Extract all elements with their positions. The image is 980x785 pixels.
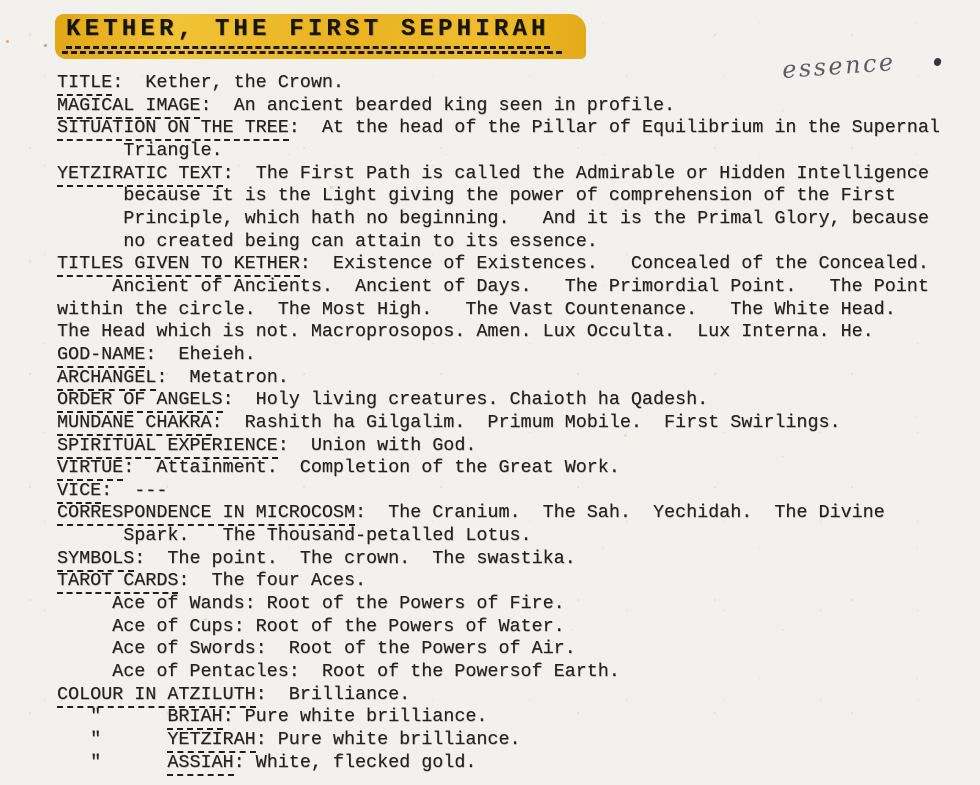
text-line — [57, 729, 980, 752]
field-label: SYMBOLS — [57, 548, 134, 572]
field-label: VICE — [57, 480, 101, 504]
text-run: : The point. The crown. The swastika. — [134, 547, 576, 569]
pen-dot-mark — [933, 57, 942, 67]
text-line — [57, 638, 980, 661]
text-line — [57, 593, 980, 616]
text-run: : Kether, the Crown. — [112, 72, 344, 93]
field-label: ARCHANGEL — [57, 367, 156, 391]
field-label: BRIAH — [167, 706, 222, 730]
text-line — [57, 684, 980, 707]
text-run: : Holy living creatures. Chaioth ha Qadesh. — [222, 389, 709, 411]
text-run: : The Cranium. The Sah. Yechidah. The Divine — [354, 502, 885, 524]
text-line — [57, 253, 980, 276]
paper-specks — [0, 14, 3, 17]
text-run: Ace of Cups: Root of the Powers of Water. — [57, 615, 565, 637]
document-body — [57, 72, 980, 774]
text-run: Triangle. — [57, 139, 223, 161]
text-run: Principle, which hath no beginning. And it is the Primal Glory, because — [57, 207, 929, 229]
text-run: : Union with God. — [277, 434, 477, 456]
text-run: " — [57, 729, 168, 751]
yellow-highlight-mark — [55, 14, 586, 59]
text-line — [57, 344, 980, 367]
field-label: TAROT CARDS — [57, 570, 178, 594]
field-label: ASSIAH — [167, 752, 233, 776]
text-run: because it is the Light giving the power of comprehension of the First — [57, 185, 896, 207]
text-line — [57, 389, 980, 412]
field-label: SPIRITUAL EXPERIENCE — [57, 435, 278, 459]
field-label: TITLES GIVEN TO KETHER — [57, 253, 300, 277]
text-line — [57, 95, 980, 118]
text-run: : Metatron. — [156, 366, 289, 388]
text-run: : White, flecked gold. — [233, 751, 477, 773]
page-title: KETHER, THE FIRST SEPHIRAH — [66, 16, 550, 49]
field-label: COLOUR IN ATZILUTH — [57, 684, 256, 708]
text-run: Spark. The Thousand-petalled Lotus. — [57, 525, 532, 547]
text-run: within the circle. The Most High. The Vast Countenance. The White Head. — [57, 298, 896, 320]
text-run: : Rashith ha Gilgalim. Primum Mobile. First Swirlings. — [211, 411, 841, 433]
text-run: : Pure white brilliance. — [222, 706, 488, 728]
field-label: CORRESPONDENCE IN MICROCOSM — [57, 502, 355, 526]
text-run: Ace of Swords: Root of the Powers of Air. — [57, 638, 576, 660]
text-line — [57, 163, 980, 186]
text-run: : Attainment. Completion of the Great Work. — [123, 457, 620, 479]
text-line — [57, 480, 980, 503]
field-label: TITLE — [57, 72, 112, 96]
text-line — [57, 435, 980, 458]
field-label: MUNDANE CHAKRA — [57, 412, 212, 436]
text-line — [57, 185, 980, 208]
field-label: MAGICAL IMAGE — [57, 95, 200, 119]
text-line — [57, 117, 980, 140]
text-run: no created being can attain to its essence. — [57, 230, 598, 252]
text-run: : The four Aces. — [178, 570, 367, 592]
text-line — [57, 570, 980, 593]
text-run: : Existence of Existences. Concealed of the Concealed. — [299, 253, 929, 275]
text-line — [57, 299, 980, 322]
text-run: The Head which is not. Macroprosopos. Amen. Lux Occulta. Lux Interna. He. — [57, 321, 874, 343]
text-line — [57, 457, 980, 480]
scanned-typewritten-page — [0, 14, 980, 785]
text-line — [57, 412, 980, 435]
text-line — [57, 525, 980, 548]
text-run: : Brilliance. — [255, 683, 411, 705]
handwritten-annotation: essence — [781, 48, 897, 84]
field-label: SITUATION ON THE TREE — [57, 117, 289, 141]
field-label: GOD-NAME — [57, 344, 145, 368]
text-line — [57, 706, 980, 729]
text-line — [57, 502, 980, 525]
text-run: Ace of Wands: Root of the Powers of Fire. — [57, 593, 565, 615]
text-run: " — [57, 751, 168, 773]
text-line — [57, 661, 980, 684]
text-run: : Eheieh. — [145, 343, 256, 365]
text-run: Ancient of Ancients. Ancient of Days. The Primordial Point. The Point — [57, 275, 929, 297]
field-label: YETZIRATIC TEXT — [57, 163, 223, 187]
field-label: YETZIRAH — [167, 729, 255, 753]
text-run: : The First Path is called the Admirable or Hidden Intelligence — [222, 162, 929, 184]
text-line — [57, 616, 980, 639]
text-line — [57, 367, 980, 390]
text-line — [57, 140, 980, 163]
field-label: ORDER OF ANGELS — [57, 389, 223, 413]
text-line — [57, 231, 980, 254]
text-line — [57, 208, 980, 231]
text-run: Ace of Pentacles: Root of the Powersof Earth. — [57, 661, 620, 683]
text-run: : An ancient bearded king seen in profile. — [200, 94, 676, 116]
text-run: : --- — [101, 479, 168, 501]
text-run: " — [57, 706, 168, 728]
text-line — [57, 321, 980, 344]
field-label: VIRTUE — [57, 457, 123, 481]
text-line — [57, 276, 980, 299]
text-line — [57, 548, 980, 571]
text-run: : Pure white brilliance. — [255, 729, 521, 751]
text-run: : At the head of the Pillar of Equilibrium in the Supernal — [288, 117, 940, 139]
